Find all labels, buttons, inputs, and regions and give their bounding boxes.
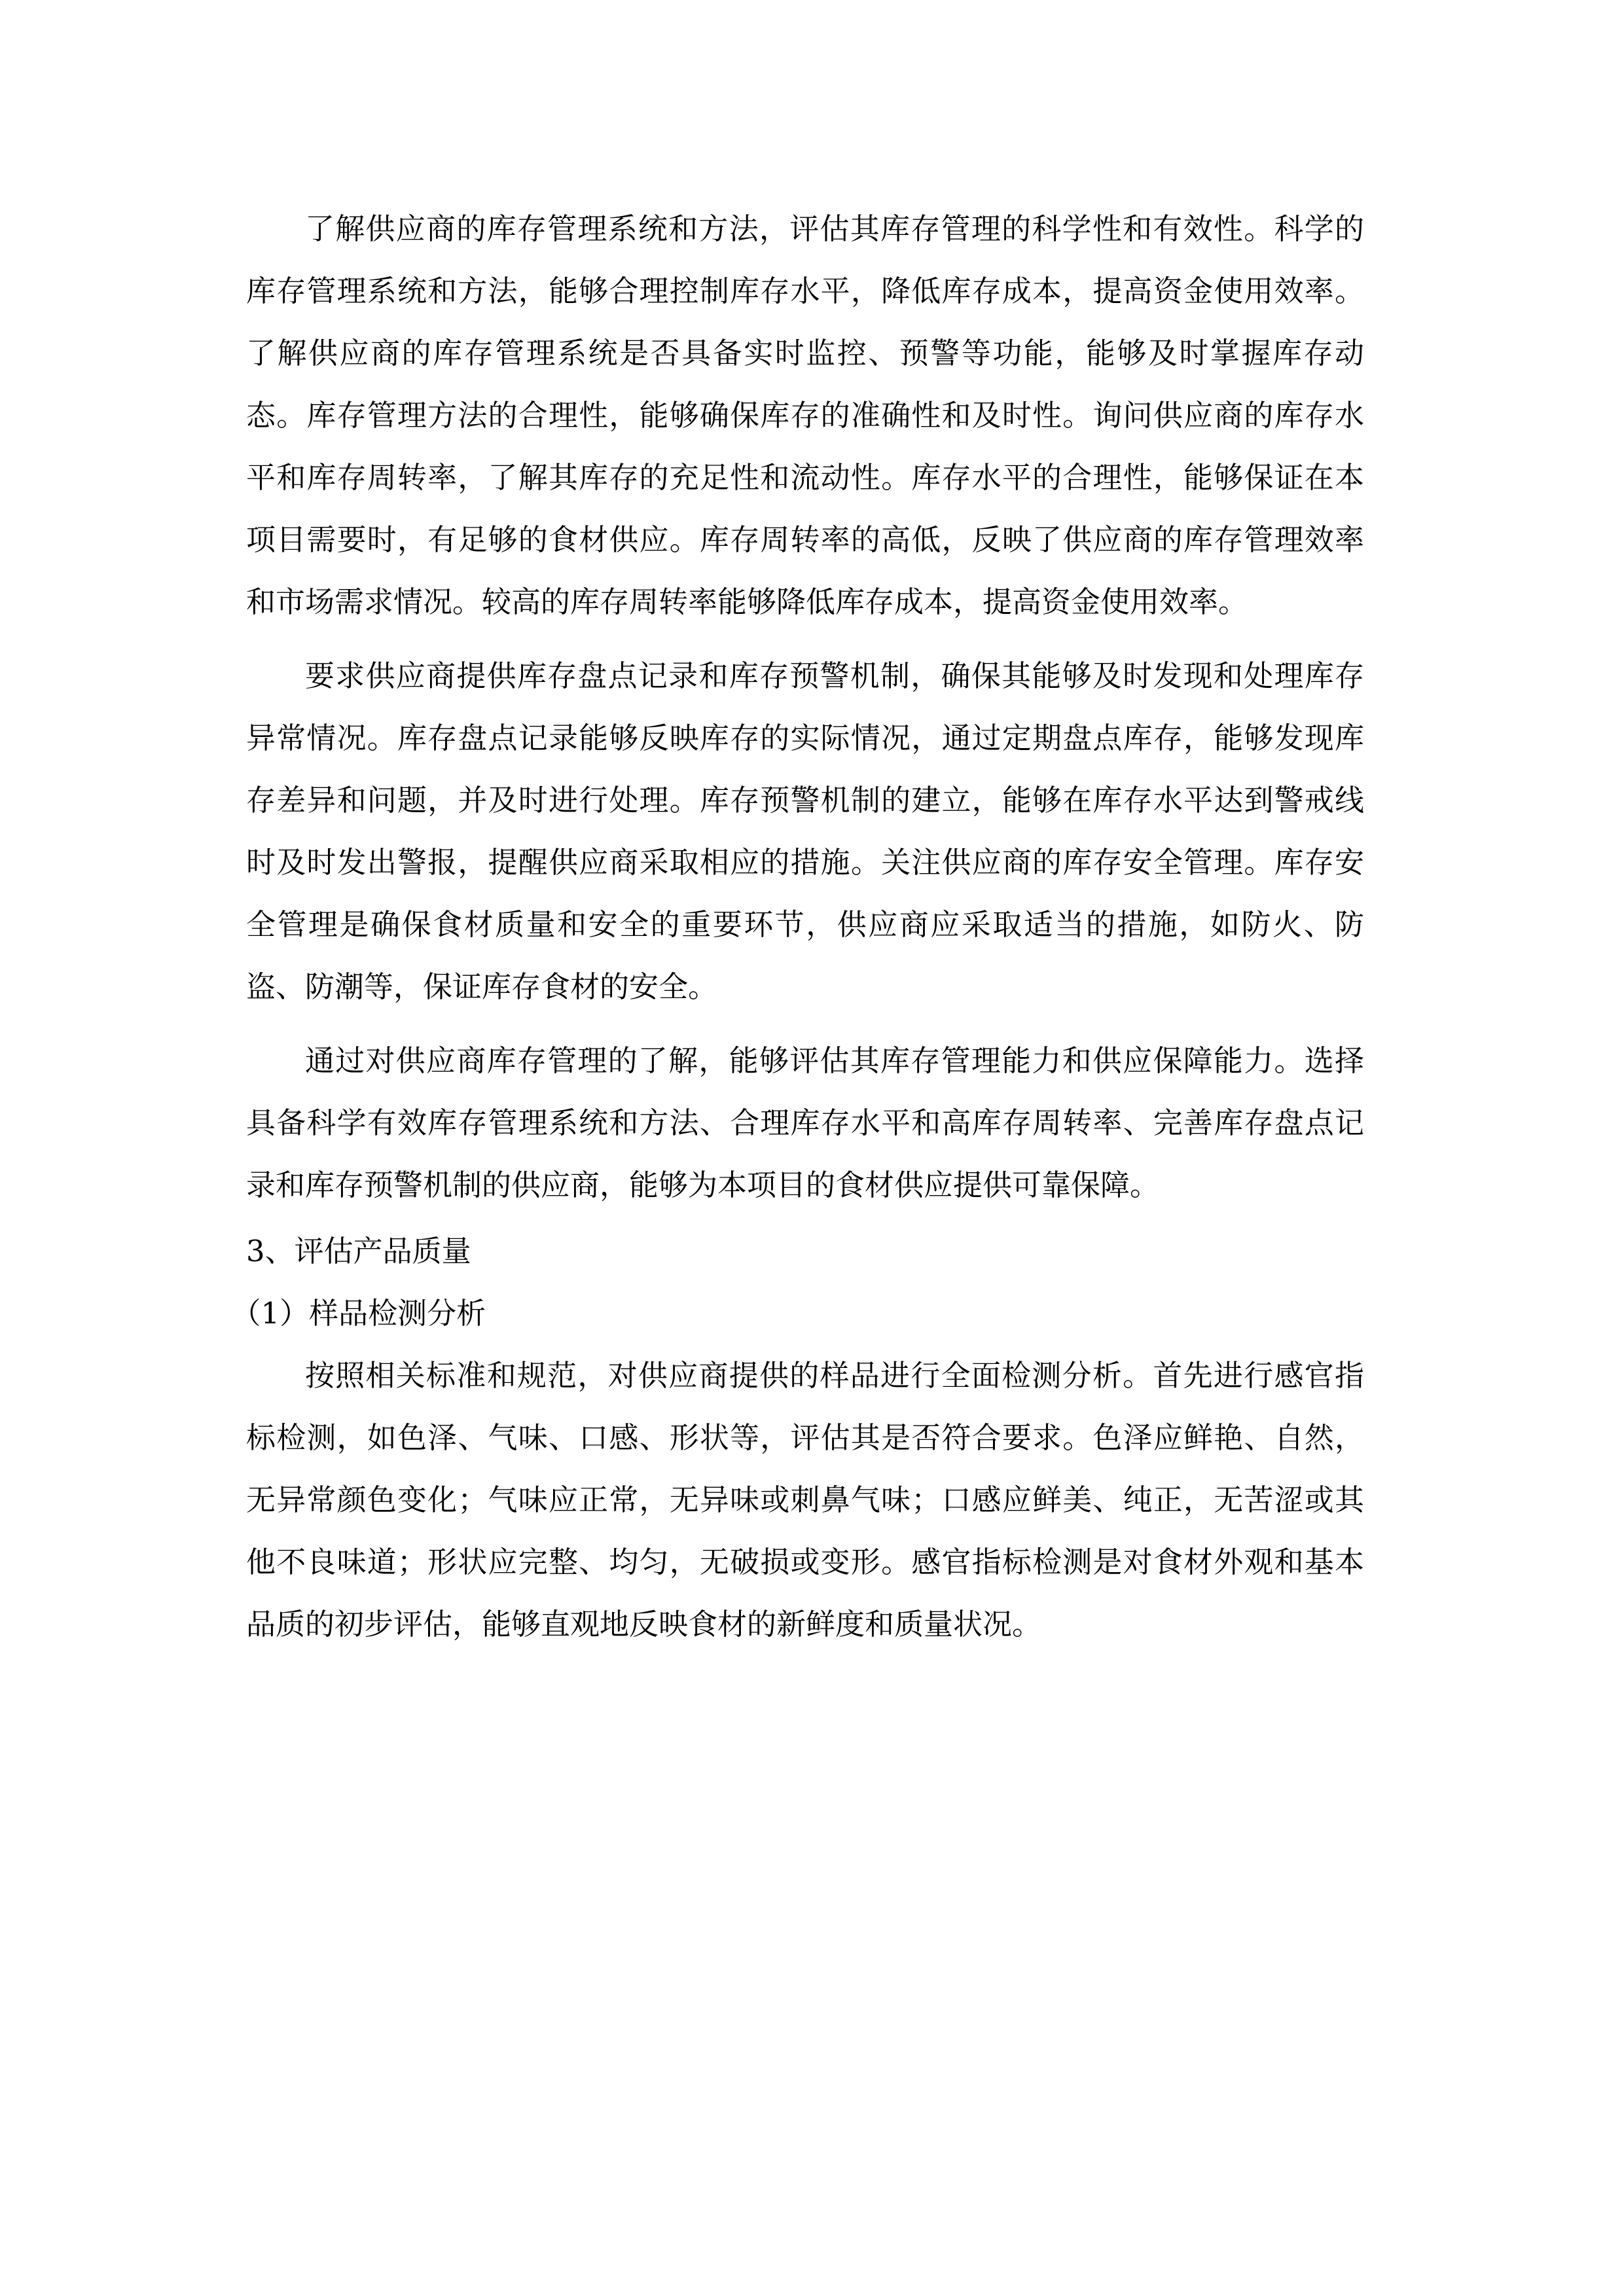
paragraph-inventory-system: 了解供应商的库存管理系统和方法，评估其库存管理的科学性和有效性。科学的库存管理系统和方法，能够合理控制库存水平，降低库存成本，提高资金使用效率。了解供应商的库存管理系统是否具备实时监控、预警等功能，能够及时掌握库存动态。库存管理方法的合理性，能够确保库存的准确性和及时性。询问供应商的库存水平和库存周转率，了解其库存的充足性和流动性。库存水平的合理性，能够保证在本项目需要时，有足够的食材供应。库存周转率的高低，反映了供应商的库存管理效率和市场需求情况。较高的库存周转率能够降低库存成本，提高资金使用效率。 — [246, 211, 1364, 619]
subsection-heading: （1）样品检测分析 — [231, 1296, 486, 1331]
paragraph-inventory-records: 要求供应商提供库存盘点记录和库存预警机制，确保其能够及时发现和处理库存异常情况。库存盘点记录能够反映库存的实际情况，通过定期盘点库存，能够发现库存差异和问题，并及时进行处理。库存预警机制的建立，能够在库存水平达到警戒线时及时发出警报，提醒供应商采取相应的措施。关注供应商的库存安全管理。库存安全管理是确保食材质量和安全的重要环节，供应商应采取适当的措施，如防火、防盗、防潮等，保证库存食材的安全。 — [246, 658, 1364, 1004]
paragraph-inventory-summary: 通过对供应商库存管理的了解，能够评估其库存管理能力和供应保障能力。选择具备科学有效库存管理系统和方法、合理库存水平和高库存周转率、完善库存盘点记录和库存预警机制的供应商，能够为本项目的食材供应提供可靠保障。 — [246, 1043, 1364, 1202]
paragraph-sample-testing: 按照相关标准和规范，对供应商提供的样品进行全面检测分析。首先进行感官指标检测，如色泽、气味、口感、形状等，评估其是否符合要求。色泽应鲜艳、自然，无异常颜色变化；气味应正常，无异味或刺鼻气味；口感应鲜美、纯正，无苦涩或其他不良味道；形状应完整、均匀，无破损或变形。感官指标检测是对食材外观和基本品质的初步评估，能够直观地反映食材的新鲜度和质量状况。 — [246, 1358, 1364, 1641]
document-body — [231, 198, 1364, 1655]
section-heading: 3、评估产品质量 — [246, 1234, 471, 1268]
